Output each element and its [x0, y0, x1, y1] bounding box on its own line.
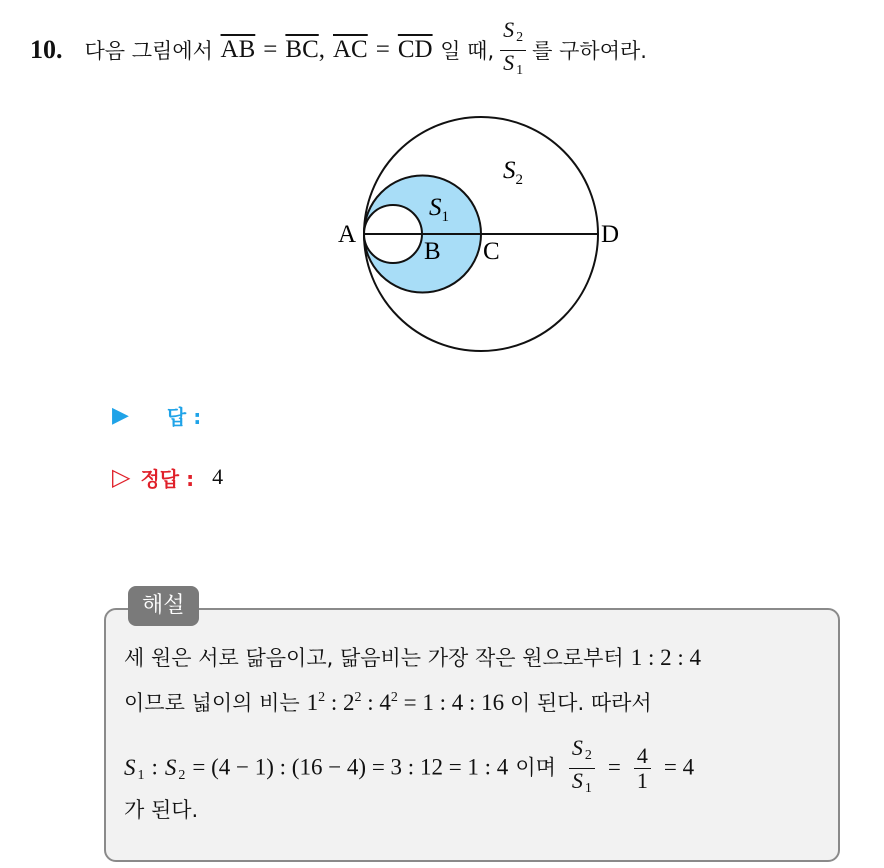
- fraction-numerator: S $_2$: [500, 18, 526, 51]
- correct-answer-row: [112, 460, 223, 494]
- region-label-s1: $S_1$: [429, 194, 449, 225]
- question-text-before: 다음 그림에서: [84, 39, 213, 63]
- question-text-when: 일 때,: [440, 39, 495, 63]
- equals-sign: =: [263, 36, 278, 63]
- segment-cd: $\overline{CD}$: [397, 36, 433, 63]
- explanation-fraction-4-1: $\frac{4}{1}$: [634, 744, 651, 793]
- question-number: 10.: [30, 35, 63, 64]
- segment-bc: $\overline{BC}$: [285, 36, 319, 63]
- equals-sign: =: [375, 36, 390, 63]
- question-line: [30, 16, 870, 80]
- comma: ,: [318, 36, 325, 63]
- explanation-tag: 해설: [128, 586, 199, 626]
- question-text-after: 를 구하여라.: [532, 39, 647, 63]
- region-label-s2: $S_2$: [503, 157, 523, 188]
- area-ratio-expression: $1^2$ : $2^2$ : $4^2 = 1$ : 4 : 16: [306, 690, 505, 715]
- similarity-ratio: 1 : 2 : 4: [630, 645, 701, 670]
- correct-answer-label: 정답 :: [140, 466, 195, 491]
- answer-row: [112, 398, 201, 432]
- fraction-denominator: S $_1$: [503, 49, 524, 78]
- play-triangle-icon: ▶: [112, 402, 129, 428]
- explanation-fraction-s2-s1: $\frac{S _2}{S _1}$: [569, 736, 595, 801]
- answer-label: 답 :: [166, 404, 202, 429]
- segment-ac: $\overline{AC}$: [333, 36, 368, 63]
- explanation-line-3: S $_1$ : S $_2$ = (4 − 1) : (16 − 4) = 3 : 12 = 1 : 4 이며 $\frac{S _2}{S _1}$ = $\frac{4}{1}$ = 4: [124, 736, 694, 772]
- explanation-line-1: 세 원은 서로 닮음이고, 닮음비는 가장 작은 원으로부터 1 : 2 : 4: [124, 645, 701, 670]
- point-label-b: B: [424, 238, 441, 265]
- point-label-d: D: [601, 221, 620, 248]
- explanation-line-2: 이므로 넓이의 비는 $1^2$ : $2^2$ : $4^2 = 1$ : 4 : 16 이 된다. 따라서: [124, 690, 652, 715]
- explanation-line-4: 가 된다.: [124, 798, 199, 822]
- question-fraction: [500, 18, 526, 83]
- segment-ab: $\overline{AB}$: [220, 36, 256, 63]
- point-label-a: A: [338, 221, 357, 248]
- outline-triangle-icon: ▷: [112, 463, 131, 491]
- circle-diagram: [330, 108, 640, 358]
- point-label-c: C: [483, 238, 500, 265]
- correct-answer-value: 4: [212, 464, 224, 489]
